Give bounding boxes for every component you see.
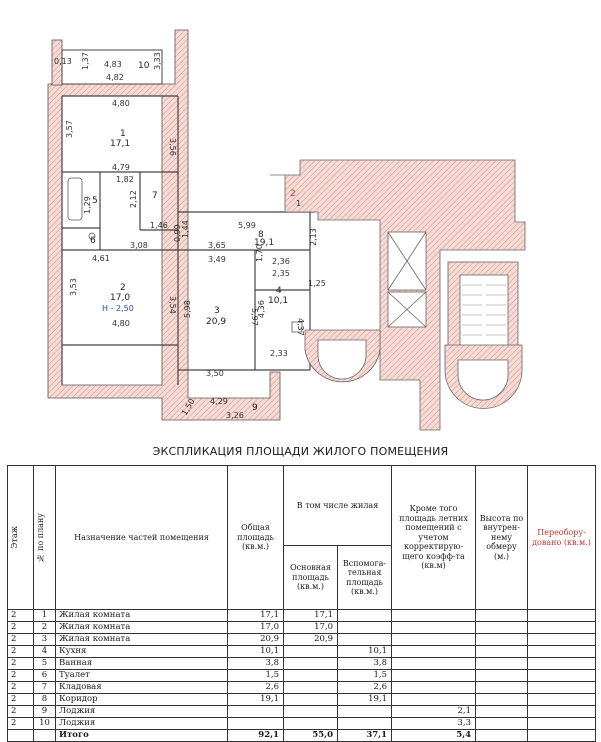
dim-label: 3,57 (65, 120, 74, 138)
ceiling-height: H - 2,50 (102, 304, 134, 313)
dim-label: 3,65 (208, 241, 226, 250)
dim-label: 2,12 (129, 190, 138, 208)
explication-table (7, 465, 596, 742)
dim-label: 4,37 (296, 318, 305, 336)
red-mark: 2 (290, 189, 296, 199)
dim-label: 1,44 (181, 220, 190, 238)
table-row: 2 5 Ванная 3,8 3,8 (8, 658, 596, 670)
table-row: 2 6 Туалет 1,5 1,5 (8, 670, 596, 682)
col-height: Высота по внутрен-нему обмеру (м.) (476, 466, 528, 610)
table-row: 2 4 Кухня 10,1 10,1 (8, 646, 596, 658)
dim-label: 3,56 (168, 138, 177, 156)
interior-walls (62, 96, 315, 385)
table-row: 2 9 Лоджия 2,1 (8, 706, 596, 718)
dim-label: 1,70 (255, 244, 264, 262)
dim-label: 1,50 (179, 397, 197, 417)
dim-label: 1,37 (81, 52, 90, 70)
col-aux: Вспомога-тельная площадь (кв.м.) (338, 546, 392, 610)
total-row: Итого 92,1 55,0 37,1 5,4 (8, 730, 596, 742)
col-remodel: Переобору-довано (кв.м.) (528, 466, 596, 610)
dim-label: 3,26 (226, 411, 244, 420)
dim-label: 3,54 (168, 296, 177, 314)
col-summer: Кроме того площадь летних помещений с учетом корректирую-щего коэфф-та (кв.м) (392, 466, 476, 610)
table-row: 2 3 Жилая комната 20,9 20,9 (8, 634, 596, 646)
dim-label: 4,29 (210, 397, 228, 406)
room-number: 7 (152, 191, 158, 201)
dim-label: 1,46 (150, 221, 168, 230)
table-row: 2 8 Коридор 19,1 19,1 (8, 694, 596, 706)
col-incl: В том числе жилая (284, 466, 392, 546)
col-purpose: Назначение частей помещения (56, 466, 228, 610)
dim-label: 3,08 (130, 241, 148, 250)
room-number: 5 (92, 196, 98, 206)
col-plan-no: № по плану (34, 466, 56, 610)
dim-label: 5,98 (183, 300, 192, 318)
dim-label: 1,25 (308, 279, 326, 288)
table-row: 2 1 Жилая комната 17,1 17,1 (8, 610, 596, 622)
room-area: 10,1 (268, 296, 289, 306)
room-number: 3 (214, 306, 220, 316)
room-area: 17,0 (110, 293, 131, 303)
dim-label: 3,33 (153, 52, 162, 70)
dim-label: 2,13 (309, 228, 318, 246)
dim-label: 1,29 (83, 196, 92, 214)
dim-label: 0,13 (54, 57, 72, 66)
dim-label: 3,49 (208, 255, 226, 264)
table-row: 2 7 Кладовая 2,6 2,6 (8, 682, 596, 694)
dim-label: 4,82 (106, 73, 124, 82)
dim-label: 4,61 (92, 254, 110, 263)
dim-label: 4,80 (112, 319, 130, 328)
dim-label: 1,82 (116, 175, 134, 184)
dim-label: 4,79 (112, 163, 130, 172)
dim-label: 5,99 (238, 221, 256, 230)
dim-label: 5,97 (250, 308, 259, 326)
col-total: Общая площадь (кв.м.) (228, 466, 284, 610)
table-row: 2 10 Лоджия 3,3 (8, 718, 596, 730)
stairwell-block (270, 160, 525, 430)
mark: 1 (296, 199, 302, 208)
room-number: 2 (120, 283, 126, 293)
col-floor: Этаж (8, 466, 34, 610)
table-title: ЭКСПЛИКАЦИЯ ПЛОЩАДИ ЖИЛОГО ПОМЕЩЕНИЯ (152, 445, 449, 458)
dim-label: 2,35 (272, 269, 290, 278)
room-area: 17,1 (110, 139, 131, 149)
room-number: 9 (252, 403, 258, 413)
room-number: 10 (138, 61, 150, 71)
dim-label: 2,33 (270, 349, 288, 358)
dim-label: 0,99 (173, 224, 182, 242)
room-number: 6 (90, 236, 96, 246)
room-number: 8 (258, 230, 264, 240)
col-main: Основная площадь (кв.м.) (284, 546, 338, 610)
table-row: 2 2 Жилая комната 17,0 17,0 (8, 622, 596, 634)
dim-label: 4,83 (104, 60, 122, 69)
dim-label: 4,80 (112, 99, 130, 108)
dim-label: 2,36 (272, 257, 290, 266)
room-area: 20,9 (206, 317, 227, 327)
room-number: 1 (120, 129, 126, 139)
room-labels (90, 61, 301, 413)
room-area: 19,1 (254, 238, 275, 248)
dim-label: 3,50 (206, 369, 224, 378)
dim-label: 3,53 (69, 278, 78, 296)
dim-label: 4,36 (257, 300, 266, 318)
room-number: 4 (276, 286, 282, 296)
